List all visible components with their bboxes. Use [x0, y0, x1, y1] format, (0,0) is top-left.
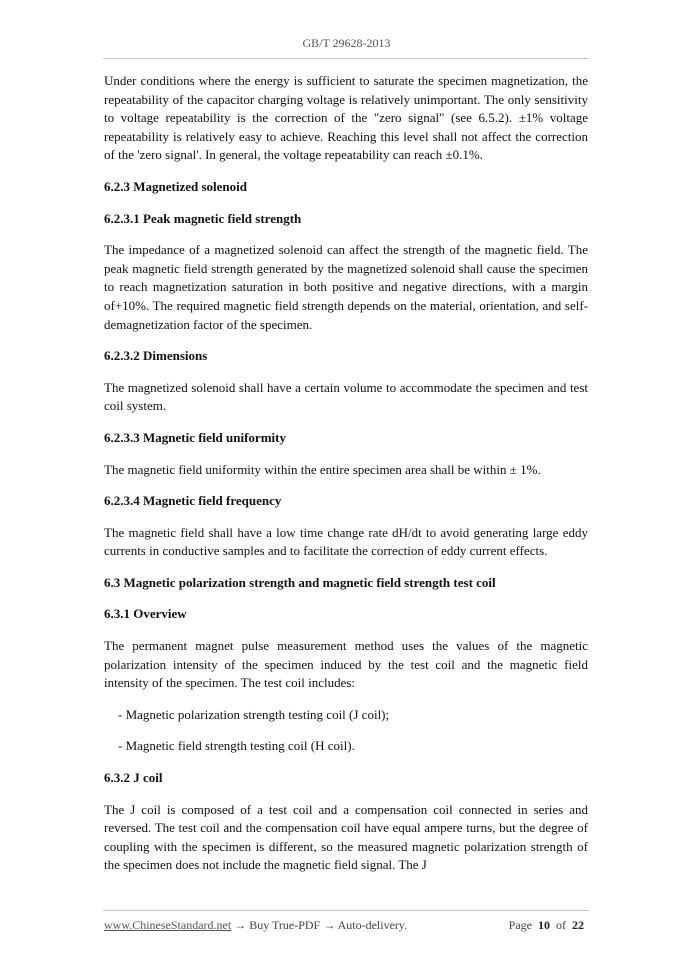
paragraph: The impedance of a magnetized solenoid can affect the strength of the magnetic field. The peak magnetic field strength generated by the magnetized solenoid shall cause the specimen to reach magnetization saturation in both positive and negative directions, with a margin of+10%. The required magnetic field strength depends on the material, orientation, and self-demagnetization factor of the specimen. [104, 242, 588, 332]
section-heading-6-2-3-4: 6.2.3.4 Magnetic field frequency [104, 493, 282, 509]
delivery-text: Auto-delivery. [337, 918, 408, 932]
section-heading-6-2-3-3: 6.2.3.3 Magnetic field uniformity [104, 429, 286, 445]
total-pages: 22 [572, 918, 584, 932]
section-heading-6-2-3-1: 6.2.3.1 Peak magnetic field strength [104, 210, 302, 226]
current-page: 10 [538, 918, 550, 932]
section-heading-6-3: 6.3 Magnetic polarization strength and magnetic field strength test coil [104, 574, 496, 590]
site-link[interactable]: www.ChineseStandard.net [104, 918, 232, 932]
footer-promo [104, 918, 407, 933]
page-header: GB/T 29628-2013 [302, 36, 391, 50]
document-body [104, 72, 588, 888]
section-heading-6-2-3: 6.2.3 Magnetized solenoid [104, 178, 247, 194]
arrow-right-icon: → [323, 918, 336, 932]
paragraph: Under conditions where the energy is sufficient to saturate the specimen magnetization, the repeatability of the capacitor charging voltage is relatively unimportant. The only sensitivity to voltage repeatability is the correction of the "zero signal" (see 6.5.2). ±1% voltage repeatability is relatively easy to achieve. Reaching this level shall not affect the correction of the 'zero signal'. In general, the voltage repeatability can reach ±0.1%. [104, 73, 588, 163]
list-item: - Magnetic field strength testing coil (H coil). [118, 738, 355, 754]
page-footer [104, 918, 588, 936]
of-label: of [556, 918, 566, 932]
list-item: - Magnetic polarization strength testing coil (J coil); [118, 706, 390, 722]
page-label: Page [508, 918, 532, 932]
footer-divider [103, 910, 589, 911]
section-heading-6-2-3-2: 6.2.3.2 Dimensions [104, 348, 208, 364]
paragraph: The J coil is composed of a test coil and a compensation coil connected in series and reversed. The test coil and the compensation coil have equal ampere turns, but the degree of coupling with the specimen is different, so the measured magnetic polarization strength of the specimen does not include the magnetic field signal. The J [104, 801, 588, 873]
section-heading-6-3-1: 6.3.1 Overview [104, 606, 187, 622]
paragraph: The magnetic field uniformity within the entire specimen area shall be within ± 1%. [104, 461, 541, 477]
page-number [509, 918, 584, 933]
section-heading-6-3-2: 6.3.2 J coil [104, 770, 163, 786]
paragraph: The permanent magnet pulse measurement method uses the values of the magnetic polarization intensity of the specimen induced by the test coil and the magnetic field intensity of the specimen. The test coil includes: [104, 638, 588, 691]
paragraph: The magnetized solenoid shall have a certain volume to accommodate the specimen and test coil system. [104, 379, 588, 414]
paragraph: The magnetic field shall have a low time change rate dH/dt to avoid generating large eddy currents in conductive samples and to facilitate the correction of eddy current effects. [104, 524, 588, 559]
arrow-right-icon: → [234, 918, 247, 932]
header-divider [103, 58, 589, 59]
buy-link[interactable]: Buy True-PDF [249, 918, 321, 932]
